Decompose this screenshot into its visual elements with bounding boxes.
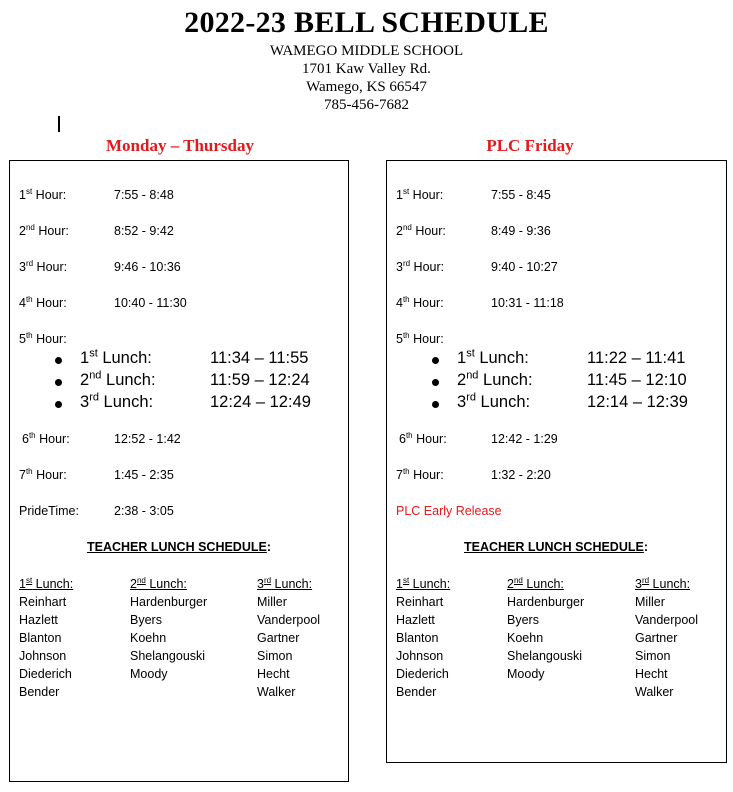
pridetime-time: 2:38 - 3:05 [114, 504, 174, 518]
teacher-name: Miller [635, 595, 665, 609]
teacher-col-header: 3rd Lunch: [635, 575, 691, 591]
teacher-name: Hardenburger [507, 595, 585, 609]
period-label: 5th Hour: [396, 330, 444, 346]
page-title: 2022-23 BELL SCHEDULE [184, 6, 549, 39]
period-row-3 [396, 258, 558, 274]
period-time: 9:46 - 10:36 [114, 260, 181, 274]
early-release-note: PLC Early Release [396, 504, 502, 518]
teacher-name: Hardenburger [130, 595, 208, 609]
period-time: 1:45 - 2:35 [114, 468, 174, 482]
teacher-name: Diederich [396, 667, 449, 681]
period-row-2 [19, 222, 174, 238]
lunch-label: 1st Lunch: [80, 347, 152, 367]
pridetime-row [19, 504, 174, 518]
period-time: 10:40 - 11:30 [114, 296, 187, 310]
bullet-icon [432, 357, 439, 364]
period-time: 7:55 - 8:48 [114, 188, 174, 202]
teacher-name: Miller [257, 595, 287, 609]
period-time: 12:42 - 1:29 [491, 432, 558, 446]
period-time: 10:31 - 11:18 [491, 296, 564, 310]
period-time: 8:49 - 9:36 [491, 224, 551, 238]
school-street: 1701 Kaw Valley Rd. [302, 61, 431, 77]
lunch-time: 12:14 – 12:39 [587, 393, 688, 411]
period-label: 7th Hour: [396, 466, 444, 482]
teacher-name: Hecht [635, 667, 668, 681]
teacher-name: Hazlett [396, 613, 435, 627]
period-row-3 [19, 258, 181, 274]
teacher-name: Hecht [257, 667, 290, 681]
period-row-1 [19, 186, 174, 202]
period-time: 8:52 - 9:42 [114, 224, 174, 238]
bullet-icon [432, 379, 439, 386]
period-label: 6th Hour: [399, 430, 447, 446]
plc-friday-title: PLC Friday [486, 136, 574, 155]
period-time: 9:40 - 10:27 [491, 260, 558, 274]
period-row-7 [19, 466, 174, 482]
teacher-col-header: 1st Lunch: [19, 575, 74, 591]
teacher-lunch-heading: TEACHER LUNCH SCHEDULE: [86, 540, 272, 554]
period-row-1 [396, 186, 551, 202]
period-label: 3rd Hour: [19, 258, 68, 274]
period-time: 1:32 - 2:20 [491, 468, 551, 482]
teacher-col-header: 1st Lunch: [396, 575, 451, 591]
teacher-col-header: 3rd Lunch: [257, 575, 313, 591]
lunch-label: 2nd Lunch: [457, 369, 533, 389]
pridetime-label: PrideTime: [19, 504, 79, 518]
lunch-time: 11:59 – 12:24 [210, 371, 310, 389]
teacher-name: Blanton [396, 631, 439, 645]
period-label: 5th Hour: [19, 330, 67, 346]
bullet-icon [55, 357, 62, 364]
teacher-name: Moody [507, 667, 545, 681]
bullet-icon [432, 401, 439, 408]
text-cursor[interactable] [58, 116, 60, 132]
mon-thu-schedule-box [9, 160, 349, 782]
period-time: 12:52 - 1:42 [114, 432, 181, 446]
teacher-name: Bender [396, 685, 437, 699]
teacher-name: Byers [130, 613, 162, 627]
school-city: Wamego, KS 66547 [306, 79, 427, 95]
teacher-name: Gartner [257, 631, 300, 645]
period-label: 1st Hour: [396, 186, 444, 202]
lunch-label: 3rd Lunch: [457, 391, 531, 411]
teacher-name: Vanderpool [257, 613, 321, 627]
period-label: 7th Hour: [19, 466, 67, 482]
period-row-2 [396, 222, 551, 238]
lunch-time: 11:34 – 11:55 [210, 349, 309, 367]
period-row-6 [399, 430, 558, 446]
school-name: WAMEGO MIDDLE SCHOOL [269, 43, 464, 59]
period-label: 2nd Hour: [19, 222, 69, 238]
teacher-col-1 [19, 575, 73, 701]
teacher-lunch-heading: TEACHER LUNCH SCHEDULE: [463, 540, 649, 554]
teacher-name: Byers [507, 613, 539, 627]
teacher-name: Johnson [19, 649, 67, 663]
teacher-col-3 [257, 575, 320, 701]
teacher-col-1 [396, 575, 450, 701]
teacher-name: Bender [19, 685, 60, 699]
teacher-name: Walker [635, 685, 674, 699]
period-row-6 [22, 430, 181, 446]
teacher-name: Simon [635, 649, 671, 663]
teacher-name: Blanton [19, 631, 62, 645]
teacher-name: Johnson [396, 649, 444, 663]
teacher-name: Reinhart [396, 595, 444, 609]
teacher-col-header: 2nd Lunch: [507, 575, 564, 591]
teacher-col-2 [130, 575, 207, 683]
teacher-name: Reinhart [19, 595, 67, 609]
teacher-name: Koehn [130, 631, 167, 645]
school-phone: 785-456-7682 [324, 97, 409, 113]
lunch-time: 11:22 – 11:41 [587, 349, 686, 367]
period-label: 6th Hour: [22, 430, 70, 446]
period-row-5 [396, 332, 444, 346]
teacher-name: Shelangouski [507, 649, 583, 663]
plc-friday-schedule-box [386, 160, 727, 763]
period-time: 7:55 - 8:45 [491, 188, 551, 202]
period-label: 1st Hour: [19, 186, 67, 202]
teacher-name: Simon [257, 649, 293, 663]
period-label: 4th Hour: [396, 294, 444, 310]
teacher-name: Vanderpool [635, 613, 699, 627]
period-row-4 [396, 294, 564, 310]
lunch-time: 12:24 – 12:49 [210, 393, 311, 411]
period-row-5 [19, 332, 67, 346]
period-row-4 [19, 294, 187, 310]
lunch-label: 2nd Lunch: [80, 369, 156, 389]
teacher-col-3 [635, 575, 698, 701]
teacher-name: Diederich [19, 667, 72, 681]
period-row-7 [396, 466, 551, 482]
teacher-col-2 [507, 575, 584, 683]
teacher-name: Hazlett [19, 613, 58, 627]
teacher-col-header: 2nd Lunch: [130, 575, 187, 591]
bullet-icon [55, 379, 62, 386]
period-label: 4th Hour: [19, 294, 67, 310]
mon-thu-title: Monday – Thursday [105, 136, 254, 155]
teacher-name: Walker [257, 685, 296, 699]
lunch-label: 3rd Lunch: [80, 391, 154, 411]
period-label: 2nd Hour: [396, 222, 446, 238]
teacher-name: Shelangouski [130, 649, 206, 663]
lunch-time: 11:45 – 12:10 [587, 371, 687, 389]
teacher-name: Koehn [507, 631, 544, 645]
lunch-label: 1st Lunch: [457, 347, 529, 367]
teacher-name: Moody [130, 667, 168, 681]
teacher-name: Gartner [635, 631, 678, 645]
bullet-icon [55, 401, 62, 408]
period-label: 3rd Hour: [396, 258, 445, 274]
